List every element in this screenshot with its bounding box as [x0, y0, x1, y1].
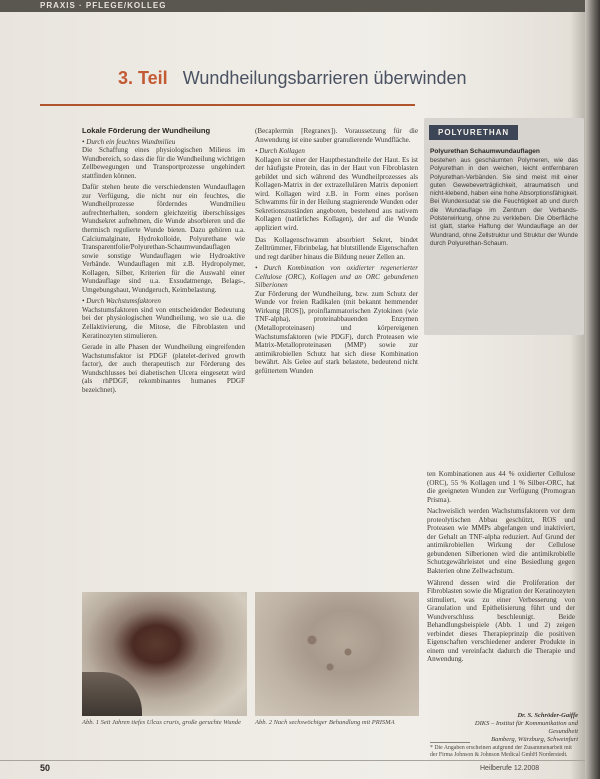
- section-heading: Lokale Förderung der Wundheilung: [82, 126, 211, 135]
- bullet-heading: • Durch ein feuchtes Wundmilieu: [82, 137, 176, 146]
- book-spine-shadow: [585, 0, 600, 779]
- paragraph: (Becaplermin [Regranex]). Voraussetzung für die Anwendung ist eine sauber granulierende Wundfläche.: [255, 127, 418, 144]
- author-name: Dr. S. Schröder-Gaiffe: [517, 712, 578, 719]
- info-sidebar: [424, 118, 584, 335]
- page-number: 50: [40, 763, 51, 773]
- footnote-rule: [430, 742, 470, 743]
- text-column-2: [255, 127, 418, 378]
- paragraph: Wachstumsfaktoren sind von entscheidender Bedeutung bei der physiologischen Wundheilung, wo sie u.a. die Zellaktivierung, die Mitose, die Fibroblasten und Keratinozyten stimulieren.: [82, 305, 245, 340]
- sidebar-text: bestehen aus geschäumten Polymeren, wie das Polyurethan in den weichen, leicht entfernbaren Polyurethan-Verbänden. Sie sind meist mit einer guten Gewebeverträglichkeit, atraumatisch und nicht-klebend, haben eine hohe Absorptionsfähigkeit. Bei Wundexsudat sie die Feuchtigkeit ab und durch die Wundauflage im Zentrum der Verbands-Polsterwirkung, ohne zu verkleben. Die Oberfläche ist glatt, starke Haftung der Wundauflage an der Wundrand, ohne Zellstruktur und Struktur der Wunde durch Polyurethan-Schaum.: [430, 157, 578, 247]
- sidebar-subheading: Polyurethan Schaumwundauflagen: [430, 148, 540, 155]
- footnote: * Die Angaben erscheinen aufgrund der Zusammenarbeit mit der Firma Johnson & Johnson Medical GmbH Norderstedt.: [430, 745, 572, 758]
- paragraph: Die Schaffung eines physiologischen Milieus im Wundbereich, so dass die für die Wundheilung wichtigen Zellbewegungen und Transportprozesse ungehindert stattfinden können.: [82, 146, 245, 180]
- photo-detail: [285, 622, 375, 682]
- footer-rule: [0, 760, 600, 761]
- author-affiliation: DIKS – Institut für Kommunikation und Gesundheit: [474, 720, 578, 735]
- paragraph: Nachweislich werden Wachstumsfaktoren vor dem proteolytischen Abbau geschützt, ROS und Proteasen wie MMPs abgefangen und inaktiviert, der Gehalt an TNF-alpha reduziert. Auf Grund der antimikrobiellen Wirkung der Cellulose gebundenen Silberionen wird die antimikrobielle Schutzgewährleistet und eine Besiedlung gegen Bakterien ohne Zellwachstum.: [427, 507, 575, 576]
- bullet-heading: • Durch Kollagen: [255, 147, 305, 156]
- photo-caption: Abb. 1 Seit Jahren tiefes Ulcus cruris, große geruchte Wunde: [82, 719, 241, 726]
- paragraph: Gerade in alle Phasen der Wundheilung eingreifenden Wachstumsfaktor ist PDGF (platelet-derived growth factor), der auch therapeutisch zur Förderung des Wundschlusses bei diabetischen Ulcera eingesetzt wird (als rhPDGF, rekombinantes humanes PDGF bezeichnet).: [82, 343, 245, 394]
- paragraph: Kollagen ist einer der Hauptbestandteile der Haut. Es ist der häufigste Protein, das in der Haut von Fibroblasten gebildet und sich während des Wundheilprozesses als Kollagen-Matrix in der extrazellulären Matrix deponiert wird. Kollagen wird z.B. in Form eines porösen Schwamms für in der Heilung stagnierende Wunden oder Sekretionszuständen angeboten, bestehend aus nativem Kollagen (natürliches Kollagen), der auf die Wunde appliziert wird.: [255, 155, 418, 233]
- paragraph: Dafür stehen heute die verschiedensten Wundauflagen zur Verfügung, die nicht nur ein feuchtes, die Wundheilprozesse förderndes Wundmilieu aufrechterhalten, sondern gleichzeitig überschüssiges Wundsekret aufnehmen, die Wunde absorbieren und die thermisch regulierte Wunde bieten. Dazu gehören u.a. Calciumalginate, Hydrokolloide, Polyurethane wie Transparentfolie/Polyurethan-Schaumwundauflagen sowie sonstige Wundauflagen wie Hydroaktive Verbände. Wundauflagen mit z.B. Hydropolymer, Kollagen, Silber, Kriterien für die Auswahl einer Wundauflage sind u.a. Exsudatmenge, Belags-, Umgebungshaut, Wundgeruch, Keimbelastung.: [82, 183, 245, 294]
- paragraph: ten Kombinationen aus 44 % oxidierter Cellulose (ORC), 55 % Kollagen und 1 % Silber-ORC, hat die geeigneten Wunden zur Verfügung (Promogran Prisma).: [427, 470, 575, 504]
- photo-caption: Abb. 2 Nach sechswöchiger Behandlung mit PRISMA: [255, 719, 395, 726]
- bullet-heading: • Durch Wachstumsfaktoren: [82, 297, 161, 306]
- author-block: [470, 712, 578, 744]
- wound-photo-before: [82, 592, 247, 716]
- chapter-number: 3. Teil: [118, 68, 168, 88]
- chapter-heading: Wundheilungsbarrieren überwinden: [182, 68, 467, 88]
- text-column-1: [82, 127, 245, 397]
- photo-shadow: [82, 672, 142, 716]
- header-bar: [0, 0, 600, 12]
- wound-photo-after: [255, 592, 419, 716]
- journal-issue: Heilberufe 12.2008: [480, 765, 540, 772]
- author-location: Bamberg, Würzburg, Schweinfurt: [491, 736, 578, 743]
- title-rule: [40, 104, 415, 106]
- paragraph: Zur Förderung der Wundheilung, bzw. zum Schutz der Wunde vor freien Radikalen (mit bekannt hemmender Wirkung [ROS]), proinflammatorischen Zytokinen (wie TNF-alpha), proteinabbauenden Enzymen (Metalloproteinasen) und körpereigenen Wachstumsfaktoren (wie PDGF), durch Proteasen wie Matrix-Metalloproteinasen (MMP) sowie zur antimikrobiellen Schutz hat sich diese Kombination bewährt. Als Gelee auf stark belastete, bedeutend nicht gefüttertem Wunden: [255, 289, 418, 375]
- sidebar-heading: POLYURETHAN: [429, 125, 518, 140]
- paragraph: Das Kollagenschwamm absorbiert Sekret, bindet Zelltrümmer, Fibrinbelag, hat blutstillende Eigenschaften und regt darüber hinaus die Bildung neuer Zellen an.: [255, 235, 418, 261]
- bullet-heading: • Durch Kombination von oxidierter regenerierter Cellulose (ORC), Kollagen und an ORC gebundenen Silberionen: [255, 264, 418, 290]
- section-kicker: PRAXIS · PFLEGE/KOLLEG: [40, 1, 167, 10]
- chapter-title: [118, 68, 467, 89]
- paragraph: Während dessen wird die Proliferation der Fibroblasten sowie die Migration der Keratinozyten stimuliert, was zu einer Verbesserung von Granulation und Epithelisierung führt und der Wundverschluss beschleunigt. Beide Behandlungsbeispiele (Abb. 1 und 2) zeigen verbindet dieses Therapieprinzip die positiven Eigenschaften verschiedener anderer Produkte in einem und vereinfacht dadurch die Therapie und Anwendung.: [427, 578, 575, 664]
- text-column-3: [427, 470, 575, 667]
